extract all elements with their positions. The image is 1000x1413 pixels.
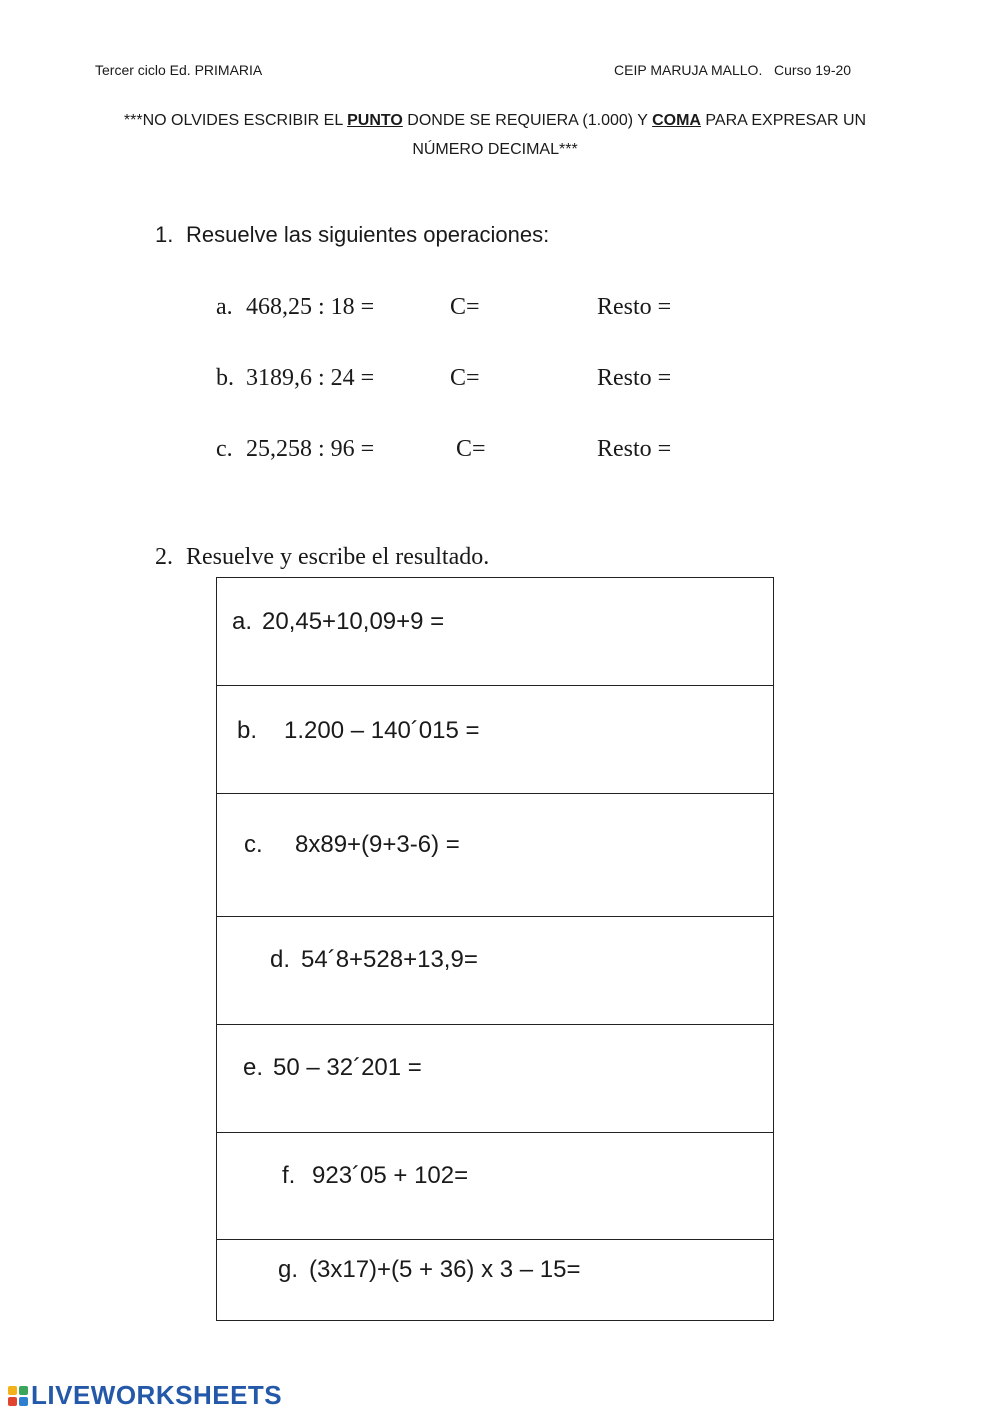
operation-letter: a. [232,608,253,635]
resto-field[interactable]: Resto = [597,365,672,391]
resto-field[interactable]: Resto = [597,294,672,320]
header-course-level: Tercer ciclo Ed. PRIMARIA [95,62,263,78]
notice-text-1: ***NO OLVIDES ESCRIBIR EL [123,112,348,129]
operation-expression: 8x89+(9+3-6) = [295,831,460,858]
notice-coma: COMA [652,112,701,129]
operation-cell[interactable] [217,1025,773,1133]
division-row [216,365,736,395]
notice-text-2: DONDE SE REQUIERA (1.000) Y [402,112,653,129]
notice [100,106,890,164]
division-expression: 468,25 : 18 = [246,294,375,320]
cociente-field[interactable]: C= [456,436,486,462]
operation-cell[interactable] [217,917,773,1025]
logo-block [8,1386,17,1395]
liveworksheets-logo [8,1380,282,1411]
operation-expression: 50 – 32´201 = [273,1054,422,1081]
logo-block [19,1386,28,1395]
operation-letter: e. [243,1054,264,1081]
cociente-field[interactable]: C= [450,365,480,391]
header-school: CEIP MARUJA MALLO. Curso 19-20 [614,62,852,78]
operation-cell[interactable] [217,1133,773,1240]
operation-expression: 20,45+10,09+9 = [262,608,445,635]
operation-expression: 54´8+528+13,9= [301,946,478,973]
question-2-title [155,544,489,571]
question-1-title [155,222,549,248]
operation-cell[interactable] [217,794,773,917]
operation-expression: (3x17)+(5 + 36) x 3 – 15= [309,1256,581,1283]
logo-text: LIVEWORKSHEETS [31,1380,283,1410]
logo-blocks-icon [8,1386,28,1406]
resto-field[interactable]: Resto = [597,436,672,462]
logo-block [8,1397,17,1406]
operation-cell[interactable] [217,1240,773,1321]
operation-cell[interactable] [217,686,773,794]
question-2-text: Resuelve y escribe el resultado. [186,544,490,570]
operation-letter: d. [270,946,291,973]
division-letter: b. [216,365,234,391]
operation-letter: c. [244,831,263,858]
operation-letter: g. [278,1256,299,1283]
question-1-number: 1. [155,222,174,247]
operation-cell[interactable] [217,578,773,686]
operation-expression: 923´05 + 102= [312,1162,469,1189]
division-letter: c. [216,436,233,462]
division-row [216,436,736,466]
notice-text-3: PARA EXPRESAR UN NÚMERO DECIMAL*** [412,112,867,158]
cociente-field[interactable]: C= [450,294,480,320]
question-2-number: 2. [155,544,173,570]
operations-table [216,577,774,1321]
division-expression: 25,258 : 96 = [246,436,375,462]
operation-expression: 1.200 – 140´015 = [284,717,480,744]
operation-letter: f. [282,1162,296,1189]
notice-punto: PUNTO [347,112,403,129]
division-letter: a. [216,294,233,320]
operation-letter: b. [237,717,258,744]
question-1-text: Resuelve las siguientes operaciones: [186,222,550,247]
logo-block [19,1397,28,1406]
division-row [216,294,736,324]
division-expression: 3189,6 : 24 = [246,365,375,391]
